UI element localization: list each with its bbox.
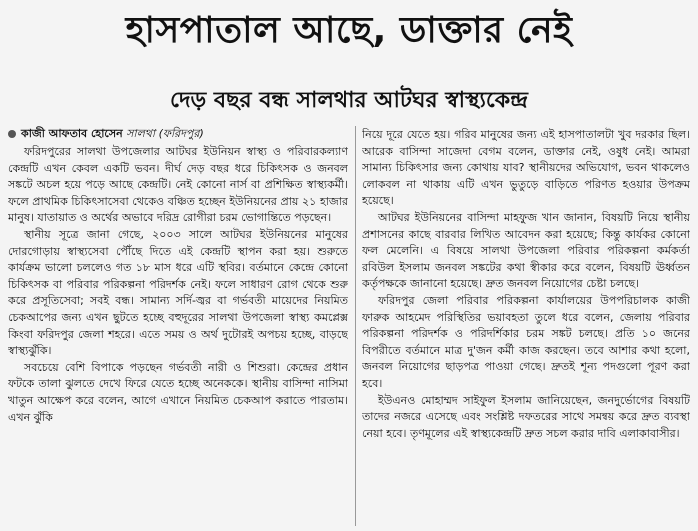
bullet-icon	[8, 130, 16, 138]
paragraph: ফরিদপুরের সালথা উপজেলার আটঘর ইউনিয়ন স্বাস্থ্য ও পরিবারকল্যাণ কেন্দ্রটি এখন কেবল একটি ভবন। দীর্ঘ দেড় বছর ধরে চিকিৎসক ও জনবল সঙ্কটে অচল হয়ে পড়ে আছে কেন্দ্রটি। নেই কোনো নার্স বা প্রশিক্ষিত স্বাস্থ্যকর্মী। ফলে প্রাথমিক চিকিৎসাসেবা থেকেও বঞ্চিত হচ্ছেন ইউনিয়নের প্রায় ২১ হাজার মানুষ। যাতায়াত ও অর্থের অভাবে দরিদ্র রোগীরা চরম ভোগান্তিতে পড়ছেন।	[8, 145, 348, 225]
paragraph: ফরিদপুর জেলা পরিবার পরিকল্পনা কার্যালয়ের উপপরিচালক কাজী ফারুক আহমেদ পরিস্থিতির ভয়াবহতা তুলে ধরে বলেন, জেলায় পরিবার পরিকল্পনা পরিদর্শক ও পরিদর্শিকার চরম সঙ্কট চলছে। প্রতি ১০ জনের বিপরীতে বর্তমানে মাত্র দু'জন কর্মী কাজ করছেন। তবে আশার কথা হলো, জনবল নিয়োগের ছাড়পত্র পাওয়া গেছে। দ্রুতই শূন্য পদগুলো পূরণ করা হবে।	[362, 293, 690, 390]
column-divider	[355, 126, 356, 526]
headline: হাসপাতাল আছে, ডাক্তার নেই	[125, 10, 573, 51]
paragraph: নিয়ে দূরে যেতে হয়। গরিব মানুষের জন্য এই হাসপাতালটা খুব দরকার ছিল। আরেক বাসিন্দা সাজেদা বেগম বলেন, ডাক্তার নেই, ওষুধ নেই। আমরা সামান্য চিকিৎসার জন্য কোথায় যাব? স্থানীয়দের অভিযোগ, ভবন থাকলেও লোকবল না থাকায় এটি এখন ভুতুড়ে বাড়িতে পরিণত হওয়ার উপক্রম হয়েছে।	[362, 128, 690, 208]
paragraph: আটঘর ইউনিয়নের বাসিন্দা মাহফুজ খান জানান, বিষয়টি নিয়ে স্থানীয় প্রশাসনের কাছে বারবার লিখিত আবেদন করা হয়েছে; কিন্তু কার্যকর কোনো ফল মেলেনি। এ বিষয়ে সালথা উপজেলা পরিবার পরিকল্পনা কর্মকর্তা রবিউল ইসলাম জনবল সঙ্কটের কথা স্বীকার করে বলেন, বিষয়টি ঊর্ধ্বতন কর্তৃপক্ষকে জানানো হয়েছে। দ্রুত জনবল নিয়োগের চেষ্টা চলছে।	[362, 210, 690, 291]
paragraph: সবচেয়ে বেশি বিপাকে পড়ছেন গর্ভবতী নারী ও শিশুরা। কেন্দ্রের প্রধান ফটকে তালা ঝুলতে দেখে ফিরে যেতে হচ্ছে অনেককে। স্থানীয় বাসিন্দা নাসিমা খাতুন আক্ষেপ করে বলেন, আগে এখানে নিয়মিত চেকআপ করাতে পারতাম। এখন ঝুঁকি	[8, 360, 348, 424]
article-column-right	[362, 127, 690, 528]
subheadline: দেড় বছর বন্ধ সালথার আটঘর স্বাস্থ্যকেন্দ্র	[170, 88, 528, 113]
article-column-left	[8, 144, 348, 528]
byline-location: সালথা (ফরিদপুর)	[126, 127, 204, 140]
byline	[8, 126, 358, 142]
paragraph: ইউএনও মোহাম্মদ সাইফুল ইসলাম জানিয়েছেন, জনদুর্ভোগের বিষয়টি তাদের নজরে এসেছে এবং সংশ্লিষ্ট দফতরের সাথে সমন্বয় করে দ্রুত ব্যবস্থা নেয়া হবে। তৃণমূলের এই স্বাস্থ্যকেন্দ্রটি দ্রুত সচল করার দাবি এলাকাবাসীর।	[362, 393, 690, 440]
byline-author: কাজী আফতাব হোসেন	[21, 127, 123, 140]
paragraph: স্থানীয় সূত্রে জানা গেছে, ২০০৩ সালে আটঘর ইউনিয়নের মানুষের দোরগোড়ায় স্বাস্থ্যসেবা পৌঁছে দিতে এই কেন্দ্রটি স্থাপন করা হয়। শুরুতে কার্যক্রম ভালো চললেও গত ১৮ মাস ধরে এটি স্থবির। বর্তমানে কেন্দ্রে কোনো চিকিৎসক বা পরিবার পরিকল্পনা পরিদর্শক নেই। ফলে সাধারণ রোগ থেকে শুরু করে প্রসূতিসেবা; সবই বন্ধ। সামান্য সর্দি-জ্বর বা গর্ভবতী মায়েদের নিয়মিত চেকআপের জন্য এখন ছুটতে হচ্ছে বহুদূরের সালথা উপজেলা স্বাস্থ্য কমপ্লেক্স কিংবা ফরিদপুর জেলা শহরে। এতে সময় ও অর্থ দুটোরই অপচয় হচ্ছে, বাড়ছে স্বাস্থ্যঝুঁকি।	[8, 227, 348, 358]
